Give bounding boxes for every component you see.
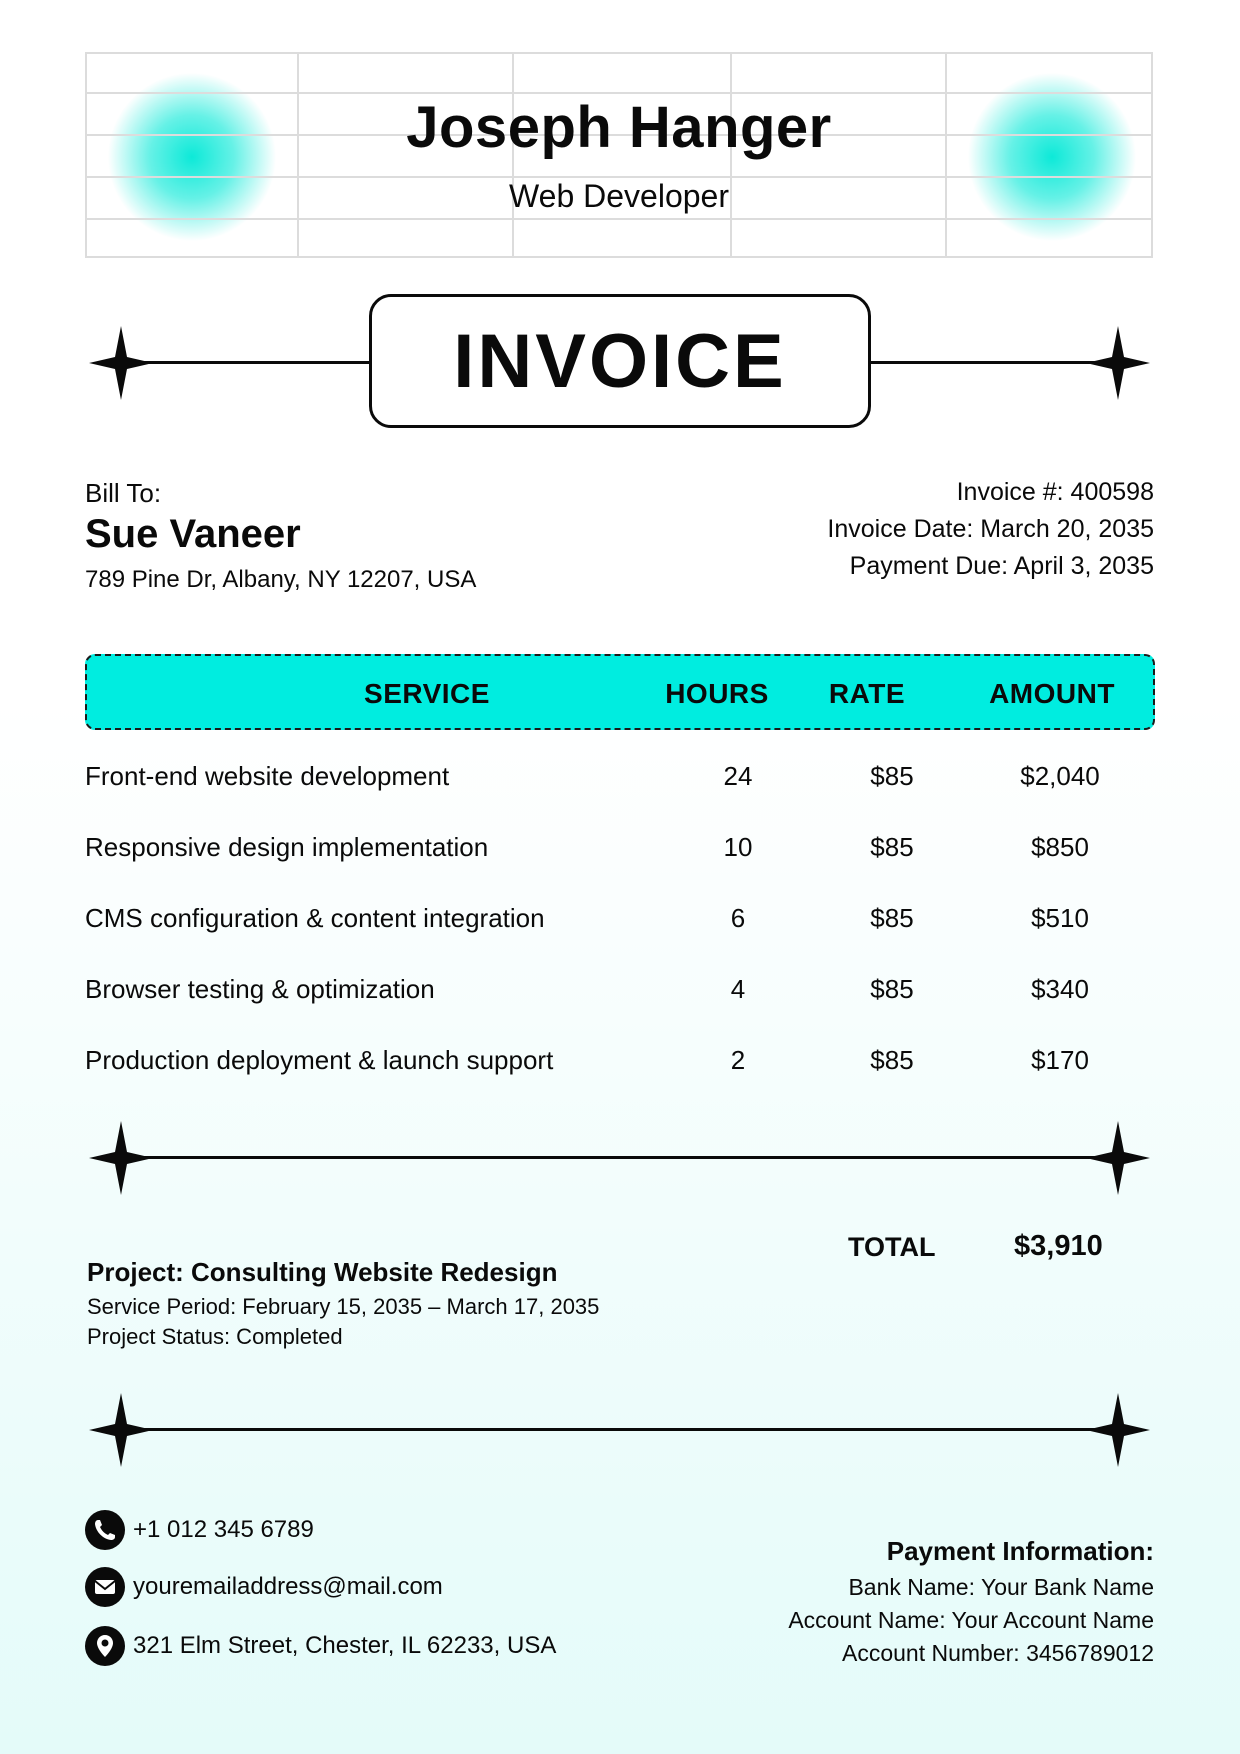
account-name: Account Name: Your Account Name [788,1607,1154,1633]
sparkle-star-icon [89,1121,153,1195]
divider-line [868,361,1118,364]
table-header [85,654,1155,730]
payment-due: Payment Due: April 3, 2035 [849,552,1154,580]
row-rate: $85 [870,1045,914,1075]
row-service: Responsive design implementation [85,832,489,862]
contact-phone[interactable]: +1 012 345 6789 [133,1516,314,1543]
row-service: Front-end website development [85,761,450,791]
sparkle-star-icon [1086,326,1150,400]
row-service: Production deployment & launch support [85,1045,554,1075]
row-hours: 4 [730,974,746,1004]
invoice-title: INVOICE [369,294,871,428]
row-hours: 24 [723,761,753,791]
contact-email[interactable]: youremailaddress@mail.com [133,1573,443,1600]
location-pin-icon [85,1626,125,1666]
sender-name: Joseph Hanger [406,95,832,160]
header-card [85,52,1153,258]
row-hours: 10 [723,832,753,862]
row-rate: $85 [870,903,914,933]
account-number: Account Number: 3456789012 [842,1640,1154,1666]
row-amount: $340 [1031,974,1089,1004]
row-rate: $85 [870,974,914,1004]
row-rate: $85 [870,761,914,791]
row-amount: $170 [1031,1045,1089,1075]
project-status: Project Status: Completed [87,1324,343,1349]
row-hours: 6 [730,903,746,933]
header-service: SERVICE [364,678,490,709]
invoice-number: Invoice #: 400598 [956,478,1154,506]
row-amount: $850 [1031,832,1089,862]
payment-title: Payment Information: [886,1536,1154,1566]
header-amount: AMOUNT [989,678,1115,709]
project-title: Project: Consulting Website Redesign [87,1257,558,1287]
row-hours: 2 [730,1045,746,1075]
service-period: Service Period: February 15, 2035 – March 17, 2035 [87,1294,600,1319]
bill-to-label: Bill To: [85,478,162,508]
contact-address: 321 Elm Street, Chester, IL 62233, USA [133,1632,557,1659]
bank-name: Bank Name: Your Bank Name [848,1574,1154,1600]
divider-line [120,361,372,364]
row-amount: $510 [1031,903,1089,933]
header-rate: RATE [828,678,906,709]
invoice-date: Invoice Date: March 20, 2035 [827,515,1154,543]
divider-line [120,1156,1118,1159]
header-hours: HOURS [665,678,769,709]
sparkle-star-icon [89,1393,153,1467]
total-value: $3,910 [1014,1230,1103,1262]
sparkle-star-icon [1086,1121,1150,1195]
divider-line [120,1428,1118,1431]
sparkle-star-icon [89,326,153,400]
row-service: Browser testing & optimization [85,974,435,1004]
total-label: TOTAL [848,1232,936,1262]
sender-role: Web Developer [509,178,729,214]
mail-icon [85,1567,125,1607]
client-address: 789 Pine Dr, Albany, NY 12207, USA [85,566,477,593]
phone-icon [85,1510,125,1550]
sparkle-star-icon [1086,1393,1150,1467]
row-service: CMS configuration & content integration [85,903,545,933]
client-name: Sue Vaneer [85,512,301,556]
row-amount: $2,040 [1020,761,1100,791]
row-rate: $85 [870,832,914,862]
